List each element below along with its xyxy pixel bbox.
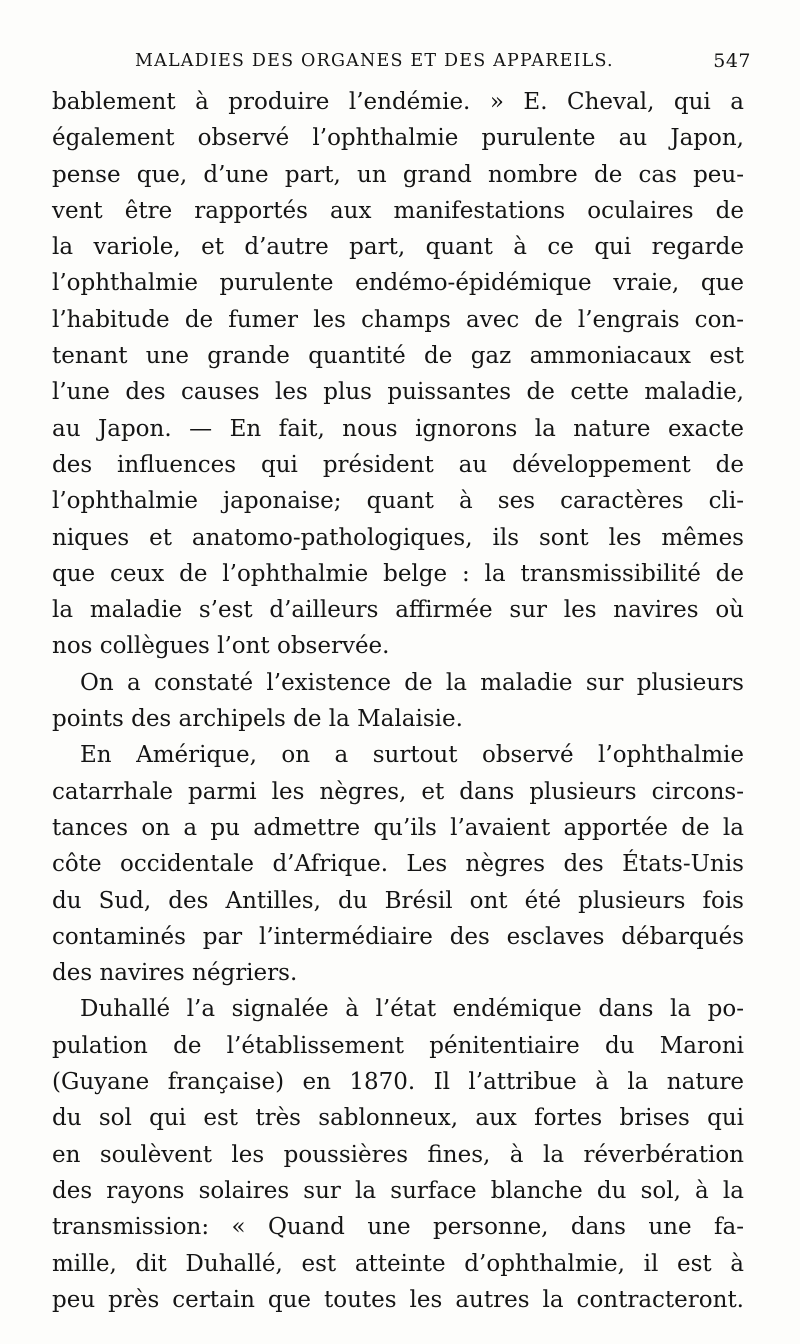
text-line: On a constaté l’existence de la maladie sur plusieurs: [80, 669, 744, 696]
text-line: tenant une grande quantité de gaz ammoniacaux est: [52, 343, 744, 370]
text-line: l’habitude de fumer les champs avec de l’engrais con-: [52, 306, 744, 333]
text-line: du Sud, des Antilles, du Brésil ont été plusieurs fois: [52, 887, 744, 914]
text-line: niques et anatomo-pathologiques, ils sont les mêmes: [52, 524, 744, 551]
text-line: du sol qui est très sablonneux, aux fortes brises qui: [52, 1105, 744, 1132]
text-line: en soulèvent les poussières fines, à la réverbération: [52, 1141, 744, 1168]
text-line: points des archipels de la Malaisie.: [52, 706, 463, 733]
text-line: En Amérique, on a surtout observé l’ophthalmie: [80, 742, 744, 769]
text-line: transmission: « Quand une personne, dans une fa-: [52, 1214, 744, 1241]
text-line: également observé l’ophthalmie purulente au Japon,: [52, 125, 744, 152]
text-line: la maladie s’est d’ailleurs affirmée sur les navires où: [52, 597, 744, 624]
text-line: catarrhale parmi les nègres, et dans plusieurs circons-: [52, 778, 744, 805]
text-line: des influences qui président au développement de: [52, 451, 744, 478]
text-line: peu près certain que toutes les autres la contracteront.: [52, 1286, 744, 1313]
text-line: tances on a pu admettre qu’ils l’avaient apportée de la: [52, 814, 744, 841]
text-line: nos collègues l’ont observée.: [52, 633, 390, 660]
text-line: l’une des causes les plus puissantes de cette maladie,: [52, 379, 744, 406]
text-line: la variole, et d’autre part, quant à ce qui regarde: [52, 234, 744, 261]
text-line: l’ophthalmie purulente endémo-épidémique vraie, que: [52, 270, 744, 297]
text-line: au Japon. — En fait, nous ignorons la nature exacte: [52, 415, 744, 442]
text-line: bablement à produire l’endémie. » E. Cheval, qui a: [52, 89, 744, 115]
text-line: vent être rapportés aux manifestations oculaires de: [52, 197, 744, 224]
text-line: Duhallé l’a signalée à l’état endémique dans la po-: [80, 996, 744, 1023]
page-number: 547: [713, 50, 751, 72]
text-line: contaminés par l’intermédiaire des esclaves débarqués: [52, 923, 744, 950]
running-title: MALADIES DES ORGANES ET DES APPAREILS.: [135, 51, 614, 71]
text-line: que ceux de l’ophthalmie belge : la transmissibilité de: [52, 560, 744, 587]
text-line: pulation de l’établissement pénitentiaire du Maroni: [52, 1032, 744, 1059]
text-line: pense que, d’une part, un grand nombre de cas peu-: [52, 161, 744, 188]
text-line: des navires négriers.: [52, 960, 298, 987]
text-line: des rayons solaires sur la surface blanche du sol, à la: [52, 1177, 744, 1204]
text-line: mille, dit Duhallé, est atteinte d’ophthalmie, il est à: [52, 1250, 744, 1277]
text-line: l’ophthalmie japonaise; quant à ses caractères cli-: [52, 488, 744, 515]
running-head: [135, 46, 751, 76]
text-line: côte occidentale d’Afrique. Les nègres des États-Unis: [52, 851, 744, 878]
body-text: [52, 84, 744, 1318]
text-line: (Guyane française) en 1870. Il l’attribue à la nature: [52, 1069, 744, 1096]
